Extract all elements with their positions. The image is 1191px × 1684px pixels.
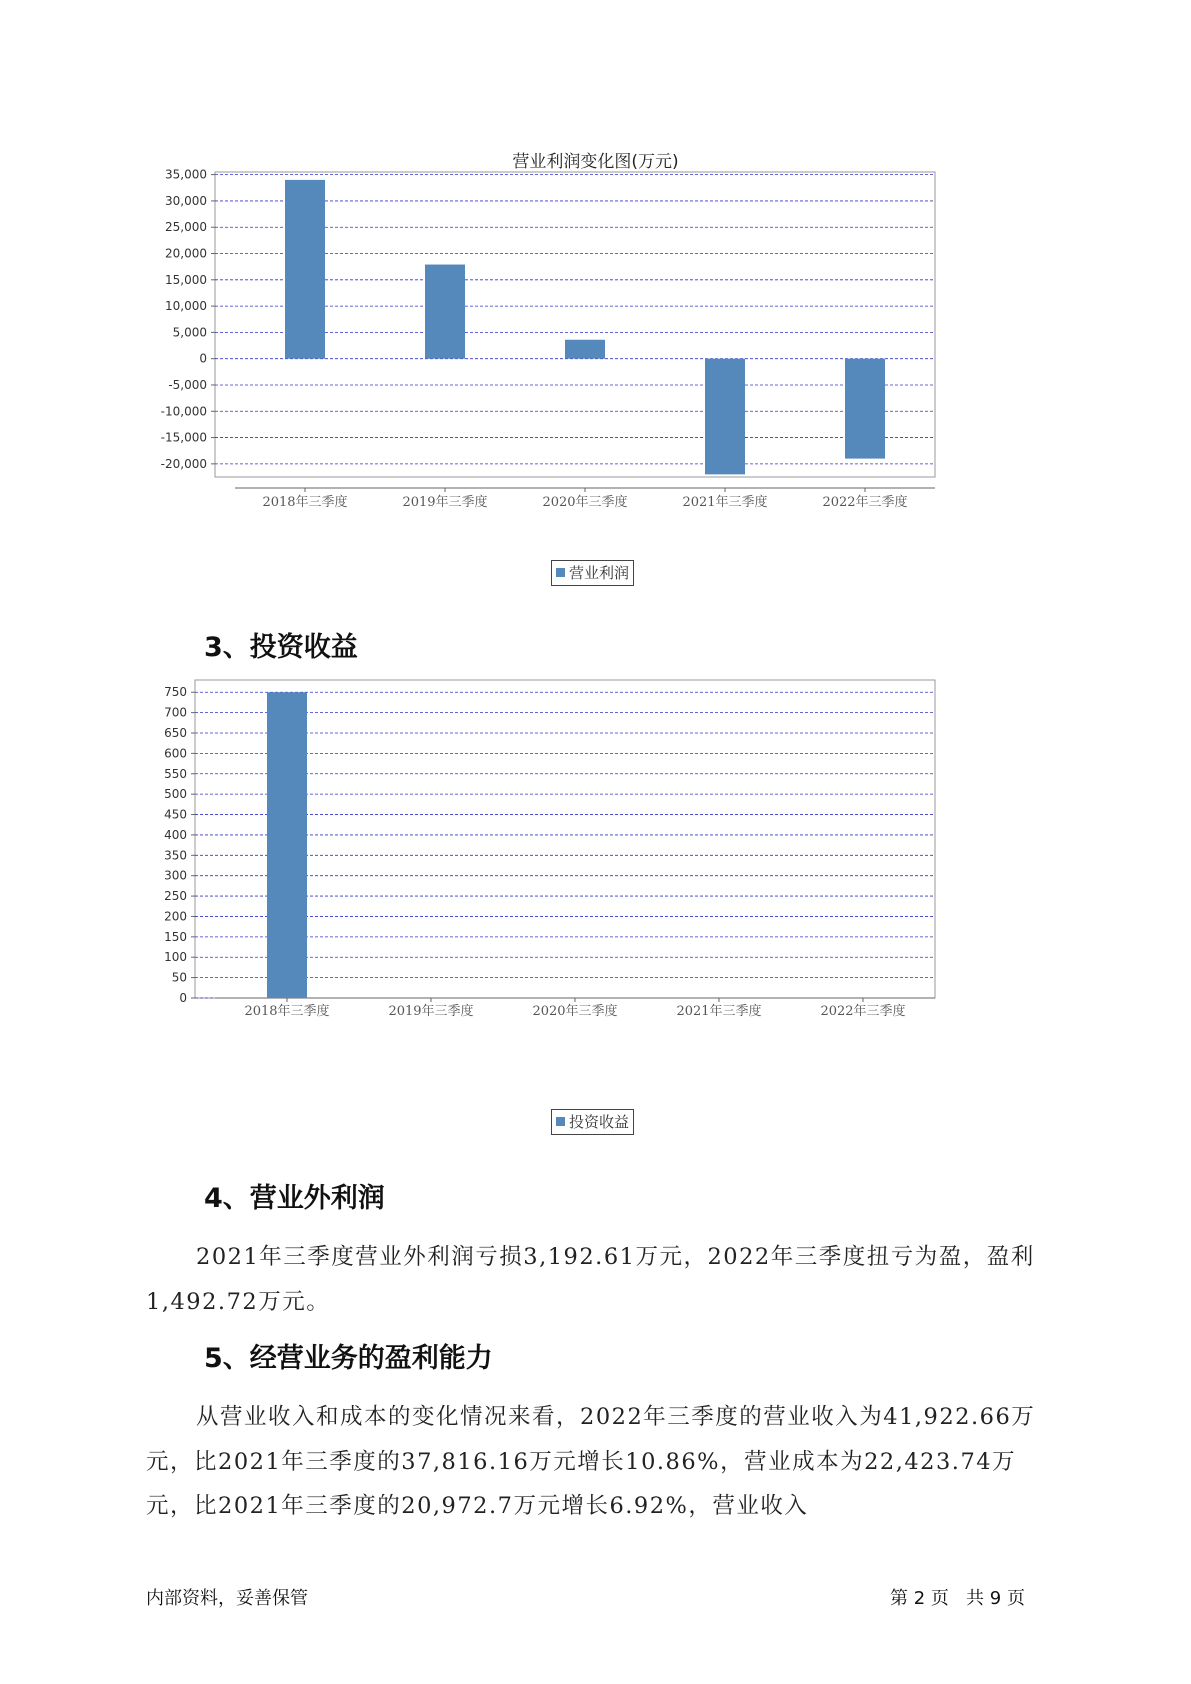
legend-swatch (556, 1117, 565, 1126)
y-tick-label: 0 (199, 351, 207, 366)
y-tick-label: -20,000 (160, 456, 207, 471)
y-tick-label: 20,000 (165, 246, 207, 261)
footer-left: 内部资料，妥善保管 (146, 1588, 308, 1609)
x-tick-label: 2022年三季度 (820, 1004, 906, 1019)
x-tick-label: 2020年三季度 (532, 1004, 618, 1019)
y-tick-label: 450 (164, 807, 187, 822)
y-tick-label: 700 (164, 705, 187, 720)
bar (425, 265, 465, 359)
x-tick-label: 2021年三季度 (676, 1004, 762, 1019)
x-tick-label: 2020年三季度 (542, 495, 628, 510)
y-tick-label: 200 (164, 909, 187, 924)
y-tick-label: 30,000 (165, 193, 207, 208)
section4-text: 2021年三季度营业外利润亏损3,192.61万元，2022年三季度扭亏为盈，盈利1,492.72万元。 (146, 1244, 1035, 1315)
bar (565, 340, 605, 359)
investment-income-chart (164, 685, 1030, 1100)
bar (285, 180, 325, 359)
y-tick-label: -15,000 (160, 430, 207, 445)
y-tick-label: 0 (179, 991, 187, 1005)
legend-swatch (556, 568, 565, 577)
y-tick-label: 50 (171, 970, 187, 985)
y-tick-label: 550 (164, 766, 187, 781)
chart1-legend (551, 560, 634, 586)
chart1-title: 营业利润变化图(万元) (512, 152, 679, 172)
section3-heading: 3、投资收益 (204, 632, 358, 663)
section4-heading: 4、营业外利润 (204, 1183, 385, 1214)
section5-paragraph (146, 1395, 1058, 1529)
operating-profit-chart (160, 167, 1030, 550)
chart2-legend (551, 1109, 634, 1135)
x-tick-label: 2019年三季度 (402, 495, 488, 510)
bar (267, 692, 307, 998)
y-tick-label: 35,000 (165, 167, 207, 182)
x-tick-label: 2018年三季度 (262, 495, 348, 510)
x-tick-label: 2019年三季度 (388, 1004, 474, 1019)
y-tick-label: -5,000 (168, 377, 207, 392)
section5-text: 从营业收入和成本的变化情况来看，2022年三季度的营业收入为41,922.66万元，比2021年三季度的37,816.16万元增长10.86%，营业成本为22,423.74万元，比2021年三季度的20,972.7万元增长6.92%，营业收入 (146, 1404, 1036, 1519)
y-tick-label: 10,000 (165, 299, 207, 314)
y-tick-label: 25,000 (165, 220, 207, 235)
y-tick-label: 600 (164, 746, 187, 761)
x-tick-label: 2018年三季度 (244, 1004, 330, 1019)
y-tick-label: 100 (164, 950, 187, 965)
y-tick-label: -10,000 (160, 404, 207, 419)
footer-page-number: 第 2 页 共 9 页 (890, 1588, 1025, 1609)
y-tick-label: 150 (164, 929, 187, 944)
section4-paragraph (146, 1235, 1058, 1324)
bar (705, 359, 745, 475)
chart2-legend-label: 投资收益 (569, 1113, 630, 1131)
y-tick-label: 400 (164, 827, 187, 842)
y-tick-label: 15,000 (165, 272, 207, 287)
y-tick-label: 500 (164, 787, 187, 802)
y-tick-label: 750 (164, 685, 187, 700)
y-tick-label: 300 (164, 868, 187, 883)
y-tick-label: 5,000 (172, 325, 207, 340)
bar (845, 359, 885, 459)
y-tick-label: 650 (164, 726, 187, 740)
x-tick-label: 2021年三季度 (682, 495, 768, 510)
section5-heading: 5、经营业务的盈利能力 (204, 1343, 493, 1374)
y-tick-label: 350 (164, 848, 187, 863)
y-tick-label: 250 (164, 889, 187, 904)
x-tick-label: 2022年三季度 (822, 495, 908, 510)
chart1-legend-label: 营业利润 (569, 564, 630, 582)
